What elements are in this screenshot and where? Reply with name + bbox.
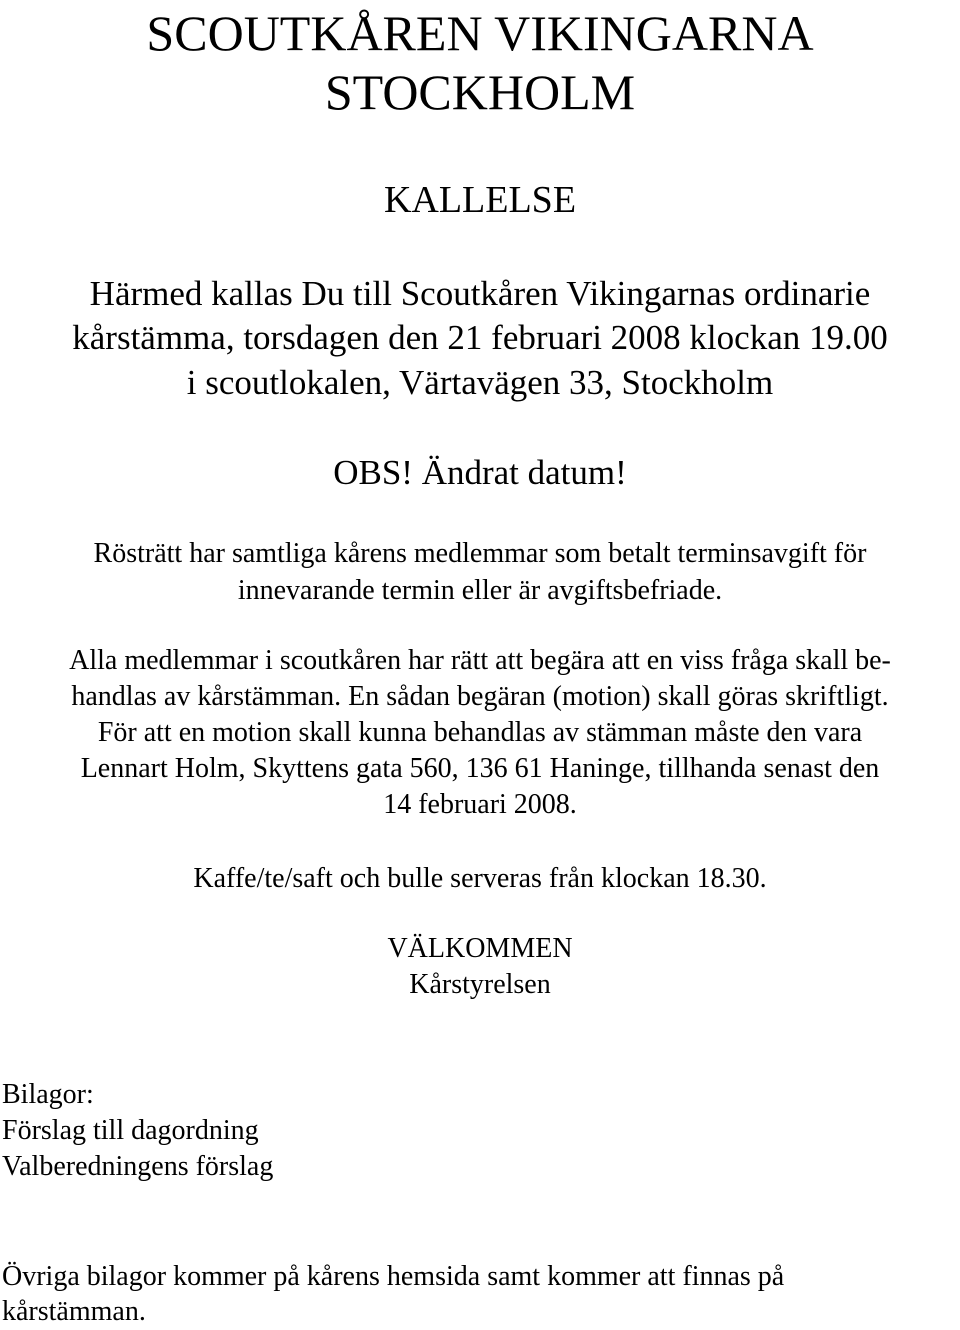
document-title-line-2: STOCKHOLM — [324, 64, 636, 120]
motion-line-4: Lennart Holm, Skyttens gata 560, 136 61 Haninge, tillhanda senast den — [80, 753, 880, 784]
refreshments-note: Kaffe/te/saft och bulle serveras från klockan 18.30. — [193, 863, 767, 894]
invitation-line-2: kårstämma, torsdagen den 21 februari 2008 klockan 19.00 — [72, 318, 888, 357]
footer-line-2: kårstämman. — [2, 1296, 146, 1327]
signature-text: Kårstyrelsen — [409, 969, 551, 1000]
motion-line-5: 14 februari 2008. — [383, 789, 577, 820]
attachment-item: Valberedningens förslag — [2, 1151, 274, 1182]
invitation-line-1: Härmed kallas Du till Scoutkåren Vikingarnas ordinarie — [89, 274, 871, 313]
document-title-line-1: SCOUTKÅREN VIKINGARNA — [146, 5, 814, 61]
footer-line-1: Övriga bilagor kommer på kårens hemsida samt kommer att finnas på — [2, 1261, 785, 1292]
invitation-line-3: i scoutlokalen, Värtavägen 33, Stockholm — [186, 363, 774, 402]
motion-line-1: Alla medlemmar i scoutkåren har rätt att begära att en viss fråga skall be- — [69, 645, 891, 676]
kallelse-heading: KALLELSE — [383, 179, 577, 221]
attachment-item: Förslag till dagordning — [2, 1115, 259, 1146]
voting-rights-line-1: Rösträtt har samtliga kårens medlemmar som betalt terminsavgift för — [93, 538, 867, 569]
welcome-text: VÄLKOMMEN — [387, 933, 573, 964]
motion-line-3: För att en motion skall kunna behandlas av stämman måste den vara — [97, 717, 863, 748]
voting-rights-line-2: innevarande termin eller är avgiftsbefriade. — [237, 575, 723, 606]
attachments-label: Bilagor: — [2, 1079, 94, 1110]
changed-date-notice: OBS! Ändrat datum! — [333, 453, 627, 492]
motion-line-2: handlas av kårstämman. En sådan begäran (motion) skall göras skriftligt. — [71, 681, 889, 712]
